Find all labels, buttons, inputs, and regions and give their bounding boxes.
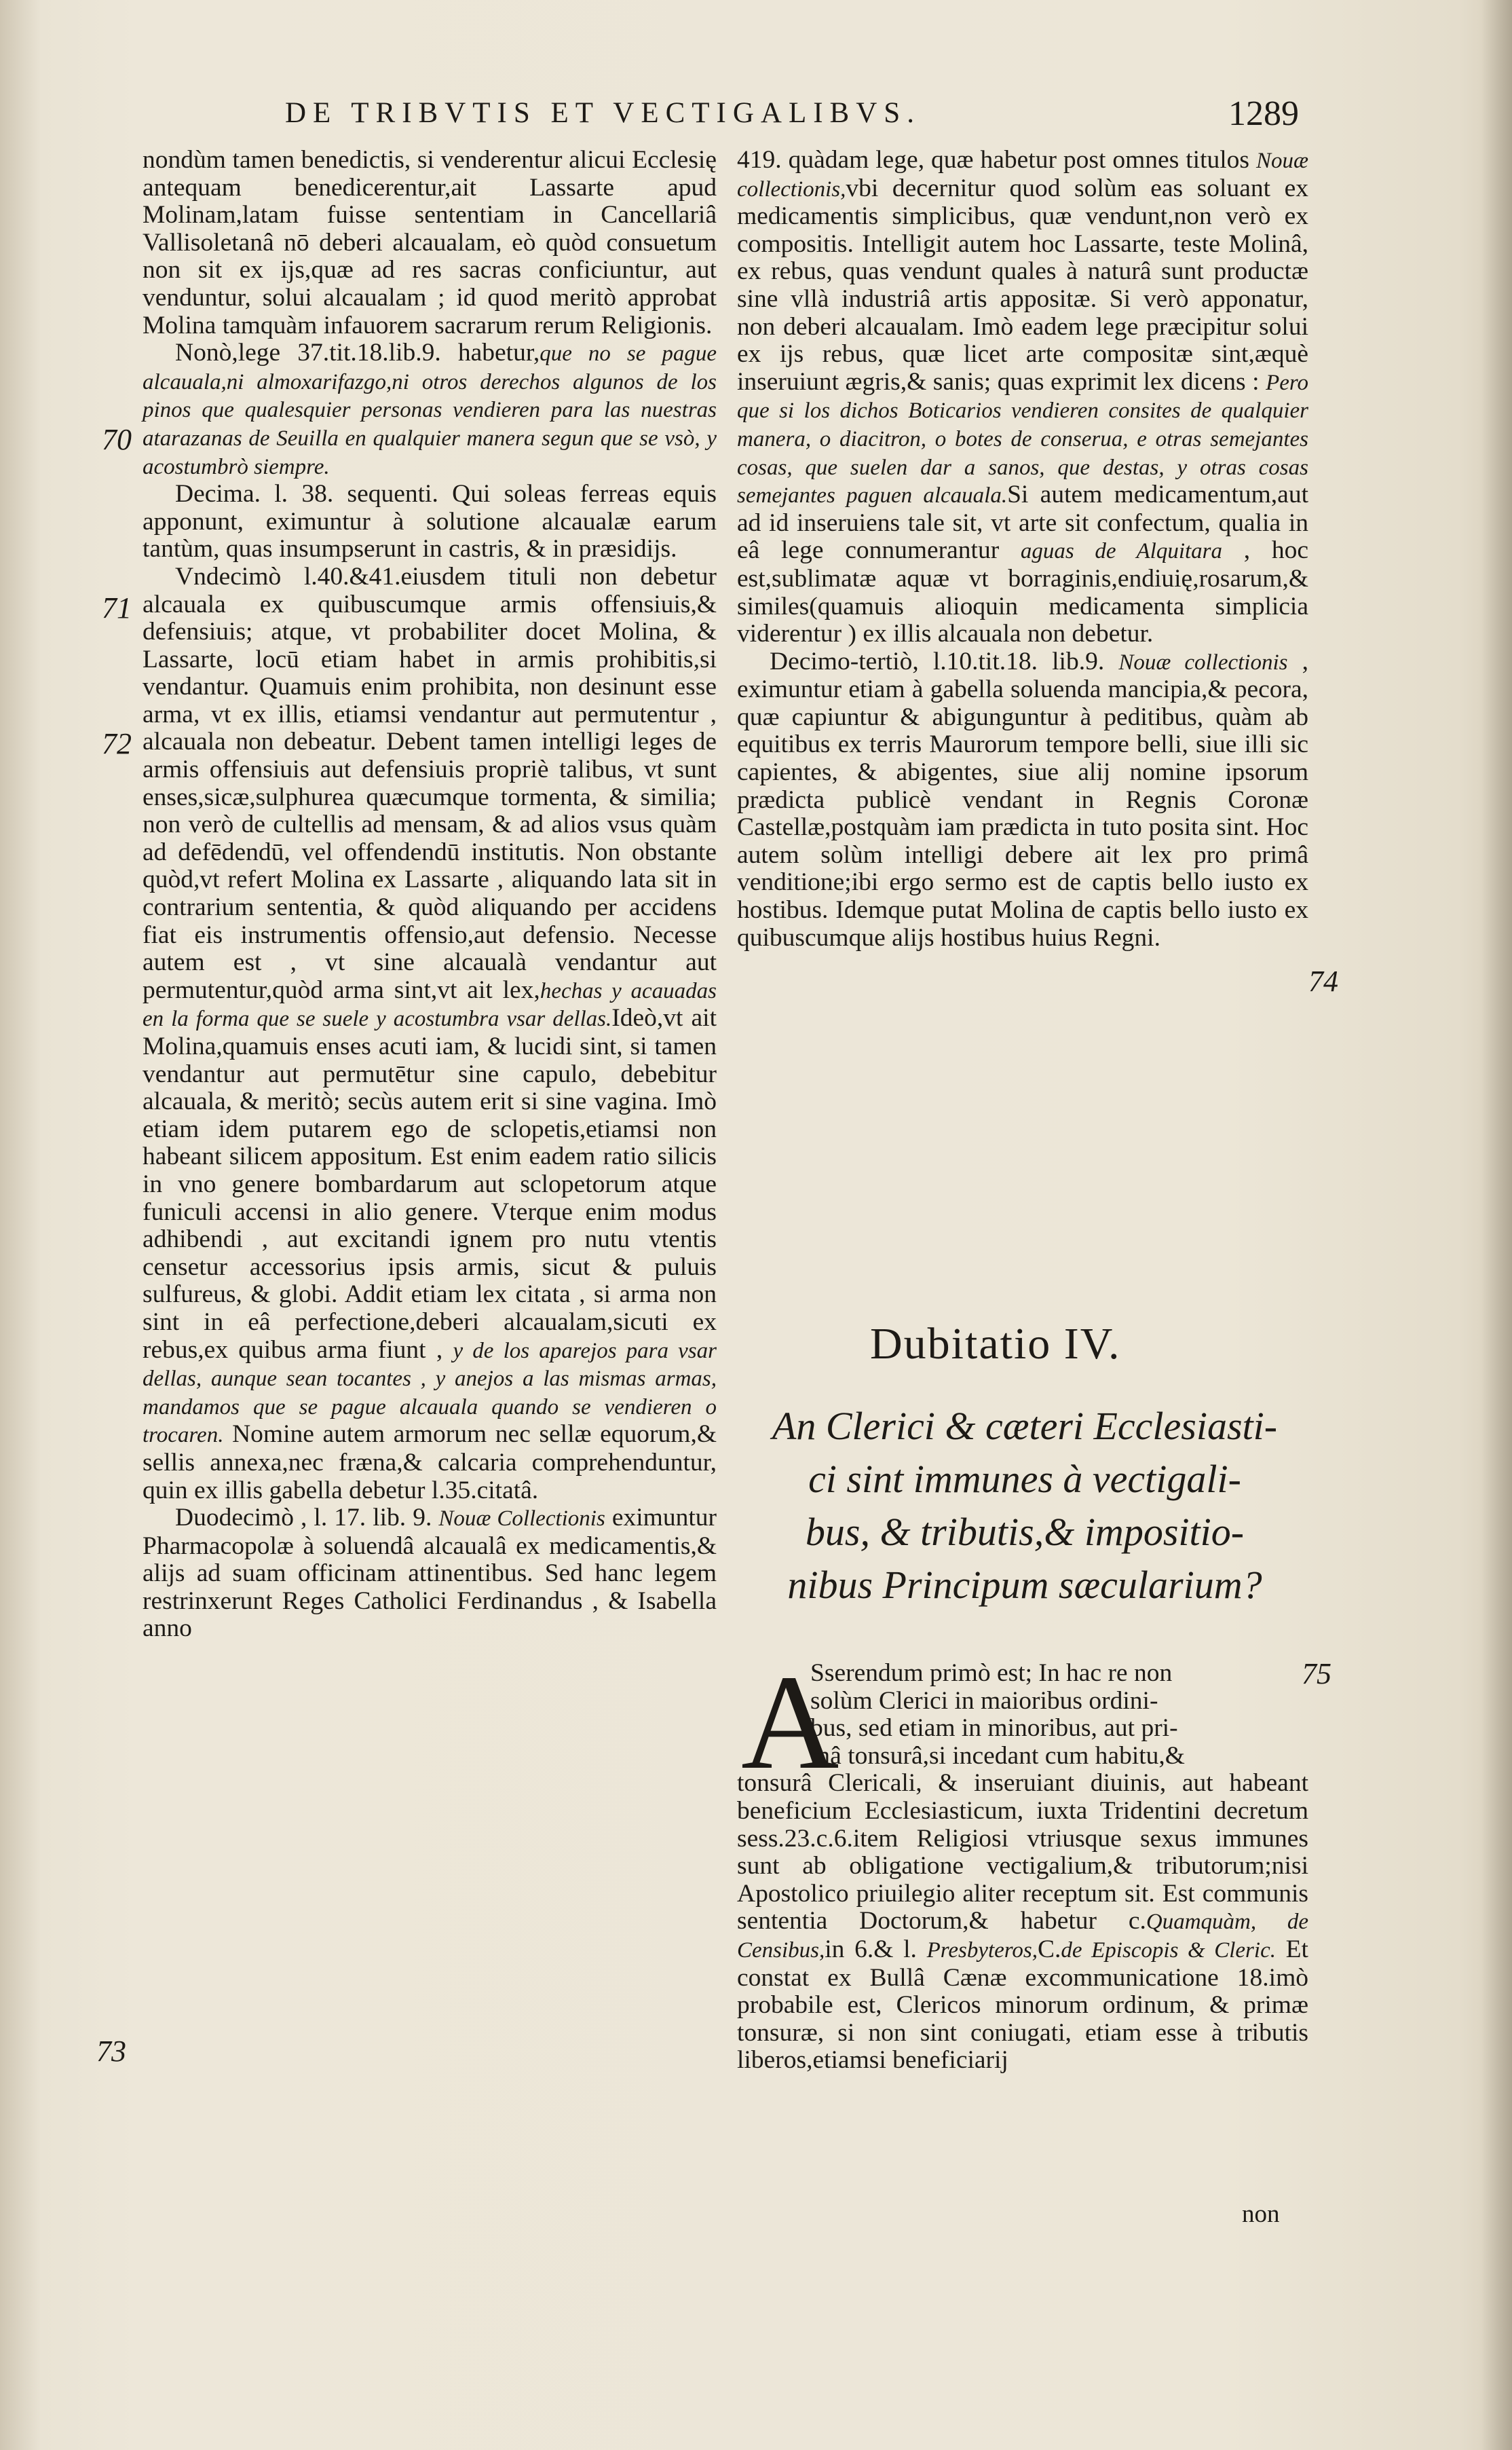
catchword: non [1242, 2200, 1280, 2228]
paragraph: Nonò,lege 37.tit.18.lib.9. habetur,que no se pague alcauala,ni almoxarifazgo,ni otros derechos algunos de los pinos que qualesquier personas vendieren para las nuestras atarazanas de Seuilla en qualquier manera segun que se vsò, y acostumbrò siempre. [143, 339, 717, 479]
margin-number: 72 [102, 727, 132, 760]
paragraph: tonsurâ Clericali, & inseruiant diuinis, aut habeant beneficium Ecclesiasticum, iuxta Tridentini decretum sess.23.c.6.item Religiosi vtriusque sexus immunes sunt ab obligatione vectigalium,& tributorum;nisi Apostolico priuilegio aliter receptum sit. Est communis sententia Doctorum,& habetur c.Quamquàm, de Censibus,in 6.& l. Presbyteros,C.de Episcopis & Cleric. Et constat ex Bullâ Cænæ excommunicatione 18.imò probabile est, Clericos minorum ordinum, & primæ tonsuræ, si non sint coniugati, etiam esse à tributis liberos,etiamsi beneficiarij [737, 1769, 1308, 2075]
paragraph: Decimo-tertiò, l.10.tit.18. lib.9. Nouæ collectionis , eximuntur etiam à gabella soluenda mancipia,& pecora, quæ capiuntur & abigunguntur à peditibus, quàm ab equitibus ex terris Maurorum tempore belli, siue illi sic capientes, & abigentes, siue alij nomine ipsorum prædicta publicè vendant in Regnis Coronæ Castellæ,postquàm iam prædicta in tuto posita sint. Hoc autem solùm intelligi debere ait lex pro primâ venditione;ibi ergo sermo est de captis bello iusto ex hostibus. Idemque putat Molina de captis bello iusto ex quibuscumque alijs hostibus huius Regni. [737, 647, 1308, 952]
right-column [737, 147, 1308, 952]
left-column [143, 147, 717, 1643]
margin-number: 73 [96, 2035, 126, 2068]
dropcap-line: Sserendum primò est; In hac re non [810, 1659, 1173, 1687]
paragraph: Duodecimò , l. 17. lib. 9. Nouæ Collectionis eximuntur Pharmacopolæ à soluendâ alcaualâ ex medicamentis,& alijs ad suam officinam attinentibus. Sed hanc legem restrinxerunt Reges Catholici Ferdinandus , & Isabella anno [143, 1504, 717, 1643]
margin-number: 74 [1308, 965, 1338, 998]
question-heading [746, 1400, 1303, 1612]
question-line: An Clerici & cæteri Ecclesiasti- [772, 1404, 1278, 1448]
running-head: DE TRIBVTIS ET VECTIGALIBVS. [285, 97, 921, 129]
paragraph: Decima. l. 38. sequenti. Qui soleas ferreas equis apponunt, eximuntur à solutione alcaualæ earum tantùm, quas insumpserunt in castris, & in præsidijs. [143, 480, 717, 563]
dropcap-line: bus, sed etiam in minoribus, aut pri- [810, 1714, 1178, 1743]
question-line: bus, & tributis,& impositio- [805, 1510, 1245, 1554]
question-line: ci sint immunes à vectigali- [808, 1457, 1241, 1501]
paragraph: nondùm tamen benedictis, si venderentur alicui Ecclesię antequam benedicerentur,ait Lassarte apud Molinam,latam fuisse sententiam in Cancellariâ Vallisoletanâ nō deberi alcaualam, eò quòd consuetum non sit ex ijs,quæ ad res sacras conficiuntur, aut venduntur, solui alcaualam ; id quod meritò approbat Molina tamquàm infauorem sacrarum rerum Religionis. [143, 146, 717, 339]
paragraph: Vndecimò l.40.&41.eiusdem tituli non debetur alcauala ex quibuscumque armis offensiuis,& defensiuis; atque, vt probabiliter docet Molina, & Lassarte, locū etiam habet in armis prohibitis,si vendantur. Quamuis enim prohibita, non desinunt esse arma, vt ex illis, etiamsi vendantur aut permutentur , alcauala non debeatur. Debent tamen intelligi leges de armis offensiuis aut defensiuis propriè talibus, vt sunt enses,sicæ,sulphurea quæcumque tormenta, & similia; non verò de cultellis ad mensam, & ad alios vsus quàm ad defēdendū, vel offendendū institutis. Non obstante quòd,vt refert Molina ex Lassarte , aliquando lata sit in contrarium sententia, & quòd aliquando per accidens fiat eis instrumentis offensio,aut defensio. Necesse autem est , vt sine alcaualà vendantur aut permutentur,quòd arma sint,vt ait lex,hechas y acauadas en la forma que se suele y acostumbra vsar dellas.Ideò,vt ait Molina,quamuis enses acuti iam, & lucidi sint, si tamen vendantur aut permutētur sine capulo, debebitur alcauala, & meritò; secùs autem erit si sine vagina. Imò etiam idem putarem ego de sclopetis,etiamsi non habeant silicem appositum. Est enim eadem ratio silicis in vno genere bombardarum aut sclopetorum atque funiculi accensi in alio genere. Vterque enim modus adhibendi , aut excitandi ignem pro nutu vtentis censetur accessorius ipsis armis, sicut & puluis sulfureus, & globi. Addit etiam lex citata , si arma non sint in eâ perfectione,deberi alcaualam,sicuti ex rebus,ex quibus arma fiunt , y de los aparejos para vsar dellas, aunque sean tocantes , y anejos a las mismas armas, mandamos que se pague alcauala quando se vendieren o trocaren. Nomine autem armorum nec sellæ equorum,& sellis annexa,nec fræna,& calcaria comprehenduntur, quin ex illis gabella debetur l.35.citatâ. [143, 562, 717, 1504]
right-column-lower [737, 1648, 1308, 2075]
section-heading: Dubitatio IV. [870, 1319, 1121, 1369]
margin-number: 70 [102, 423, 132, 456]
question-line: nibus Principum sæcularium? [787, 1563, 1262, 1607]
margin-number: 71 [102, 591, 132, 625]
page-number: 1289 [1228, 94, 1299, 133]
margin-number: 75 [1302, 1657, 1331, 1690]
drop-cap: A [741, 1648, 839, 1798]
page-edge-shadow [1481, 0, 1512, 2450]
paragraph: 419. quàdam lege, quæ habetur post omnes titulos Nouæ collectionis,vbi decernitur quod solùm eas soluant ex medicamentis simplicibus, quæ vendunt,non verò ex compositis. Intelligit autem hoc Lassarte, teste Molinâ, ex rebus, quas vendunt quales à naturâ sunt productæ sine vllà industriâ artis appositæ. Si verò apponatur, non deberi alcaualam. Imò eadem lege præcipitur solui ex ijs rebus, quæ licet arte compositæ sint,æquè inseruiunt ægris,& sanis; quas exprimit lex dicens : Pero que si los dichos Boticarios vendieren consites de qualquier manera, o diacitron, o botes de conserua, e otras semejantes cosas, que suelen dar a sanos, que destas, y otras cosas semejantes paguen alcauala.Si autem medicamentum,aut ad id inseruiens tale sit, vt arte sit confectum, qualia in eâ lege connumerantur aguas de Alquitara , hoc est,sublimatæ aquæ vt borraginis,endiuię,rosarum,& similes(quamuis alioquin medicamenta simplicia viderentur ) ex illis alcauala non debetur. [737, 146, 1308, 648]
dropcap-line: mâ tonsurâ,si incedant cum habitu,& [810, 1741, 1185, 1770]
dropcap-line: solùm Clerici in maioribus ordini- [810, 1686, 1158, 1715]
